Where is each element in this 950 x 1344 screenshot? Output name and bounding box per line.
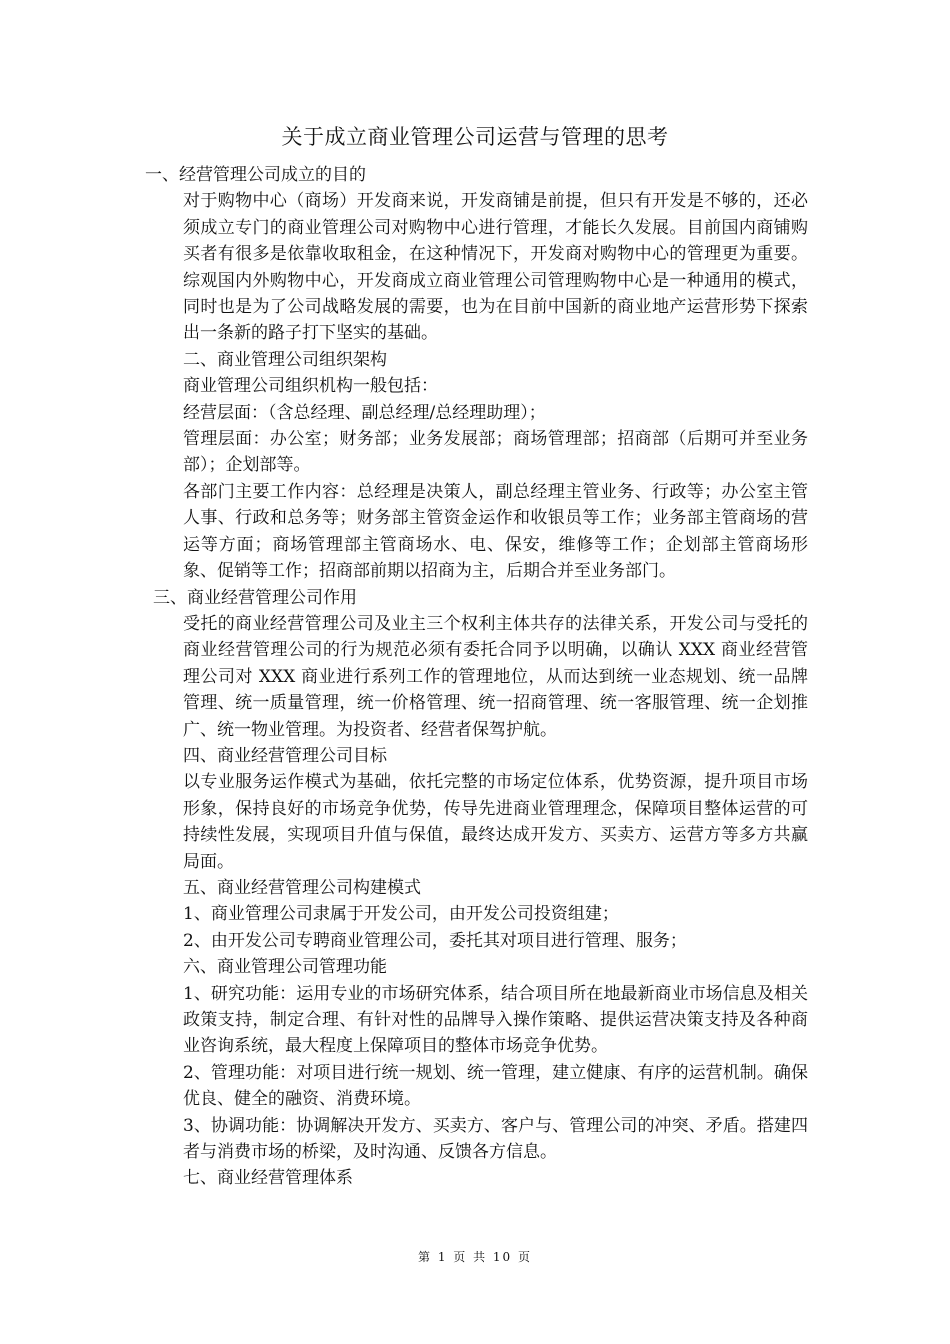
section-heading-7: 七、商业经营管理体系 <box>183 1168 353 1189</box>
list-item: 3、协调功能：协调解决开发方、买卖方、客户与、管理公司的冲突、矛盾。搭建四者与消费市场的桥梁，及时沟通、反馈各方信息。 <box>183 1115 808 1163</box>
section-heading-3: 三、商业经营管理公司作用 <box>153 587 357 608</box>
body-paragraph: 对于购物中心（商场）开发商来说，开发商铺是前提，但只有开发是不够的，还必须成立专门的商业管理公司对购物中心进行管理，才能长久发展。目前国内商铺购买者有很多是依靠收取租金，在这种情况下，开发商对购物中心的管理更为重要。综观国内外购物中心，开发商成立商业管理公司管理购物中心是一种通用的模式，同时也是为了公司战略发展的需要，也为在目前中国新的商业地产运营形势下探索出一条新的路子打下坚实的基础。 <box>183 191 808 344</box>
list-item: 1、研究功能：运用专业的市场研究体系，结合项目所在地最新商业市场信息及相关政策支持，制定合理、有针对性的品牌导入操作策略、提供运营决策支持及各种商业咨询系统，最大程度上保障项目的整体市场竞争优势。 <box>183 983 808 1057</box>
body-paragraph: 各部门主要工作内容：总经理是决策人，副总经理主管业务、行政等；办公室主管人事、行政和总务等；财务部主管资金运作和收银员等工作；业务部主管商场的营运等方面；商场管理部主管商场水、电、保安，维修等工作；企划部主管商场形象、促销等工作；招商部前期以招商为主，后期合并至业务部门。 <box>183 481 808 582</box>
body-paragraph: 以专业服务运作模式为基础，依托完整的市场定位体系，优势资源，提升项目市场形象，保持良好的市场竞争优势，传导先进商业管理理念，保障项目整体运营的可持续性发展，实现项目升值与保值，最终达成开发方、买卖方、运营方等多方共赢局面。 <box>183 772 808 872</box>
body-paragraph: 管理层面：办公室；财务部；业务发展部；商场管理部；招商部（后期可并至业务部）；企划部等。 <box>183 429 808 476</box>
list-item: 2、由开发公司专聘商业管理公司，委托其对项目进行管理、服务； <box>183 930 687 951</box>
document-title: 关于成立商业管理公司运营与管理的思考 <box>281 125 669 149</box>
section-heading-4: 四、商业经营管理公司目标 <box>183 745 387 766</box>
list-item: 2、管理功能：对项目进行统一规划、统一管理，建立健康、有序的运营机制。确保优良、健全的融资、消费环境。 <box>183 1062 808 1110</box>
page-footer: 第 1 页 共 10 页 <box>418 1250 532 1264</box>
document-body <box>145 162 808 1192</box>
section-heading-6: 六、商业管理公司管理功能 <box>183 957 387 978</box>
body-paragraph: 受托的商业经营管理公司及业主三个权利主体共存的法律关系，开发公司与受托的商业经营管理公司的行为规范必须有委托合同予以明确，以确认 XXX 商业经营管理公司对 XXX 商业进行系列工作的管理地位，从而达到统一业态规划、统一品牌管理、统一质量管理，统一价格管理、统一招商管理、统一客服管理、统一企划推广、统一物业管理。为投资者、经营者保驾护航。 <box>183 613 808 740</box>
section-heading-2: 二、商业管理公司组织架构 <box>183 349 387 370</box>
section-heading-1: 一、经营管理公司成立的目的 <box>145 165 366 185</box>
section-heading-5: 五、商业经营管理公司构建模式 <box>183 877 421 898</box>
body-paragraph: 经营层面：（含总经理、副总经理/总经理助理）； <box>183 402 546 423</box>
list-item: 1、商业管理公司隶属于开发公司，由开发公司投资组建； <box>183 904 619 925</box>
body-paragraph: 商业管理公司组织机构一般包括： <box>183 376 438 397</box>
